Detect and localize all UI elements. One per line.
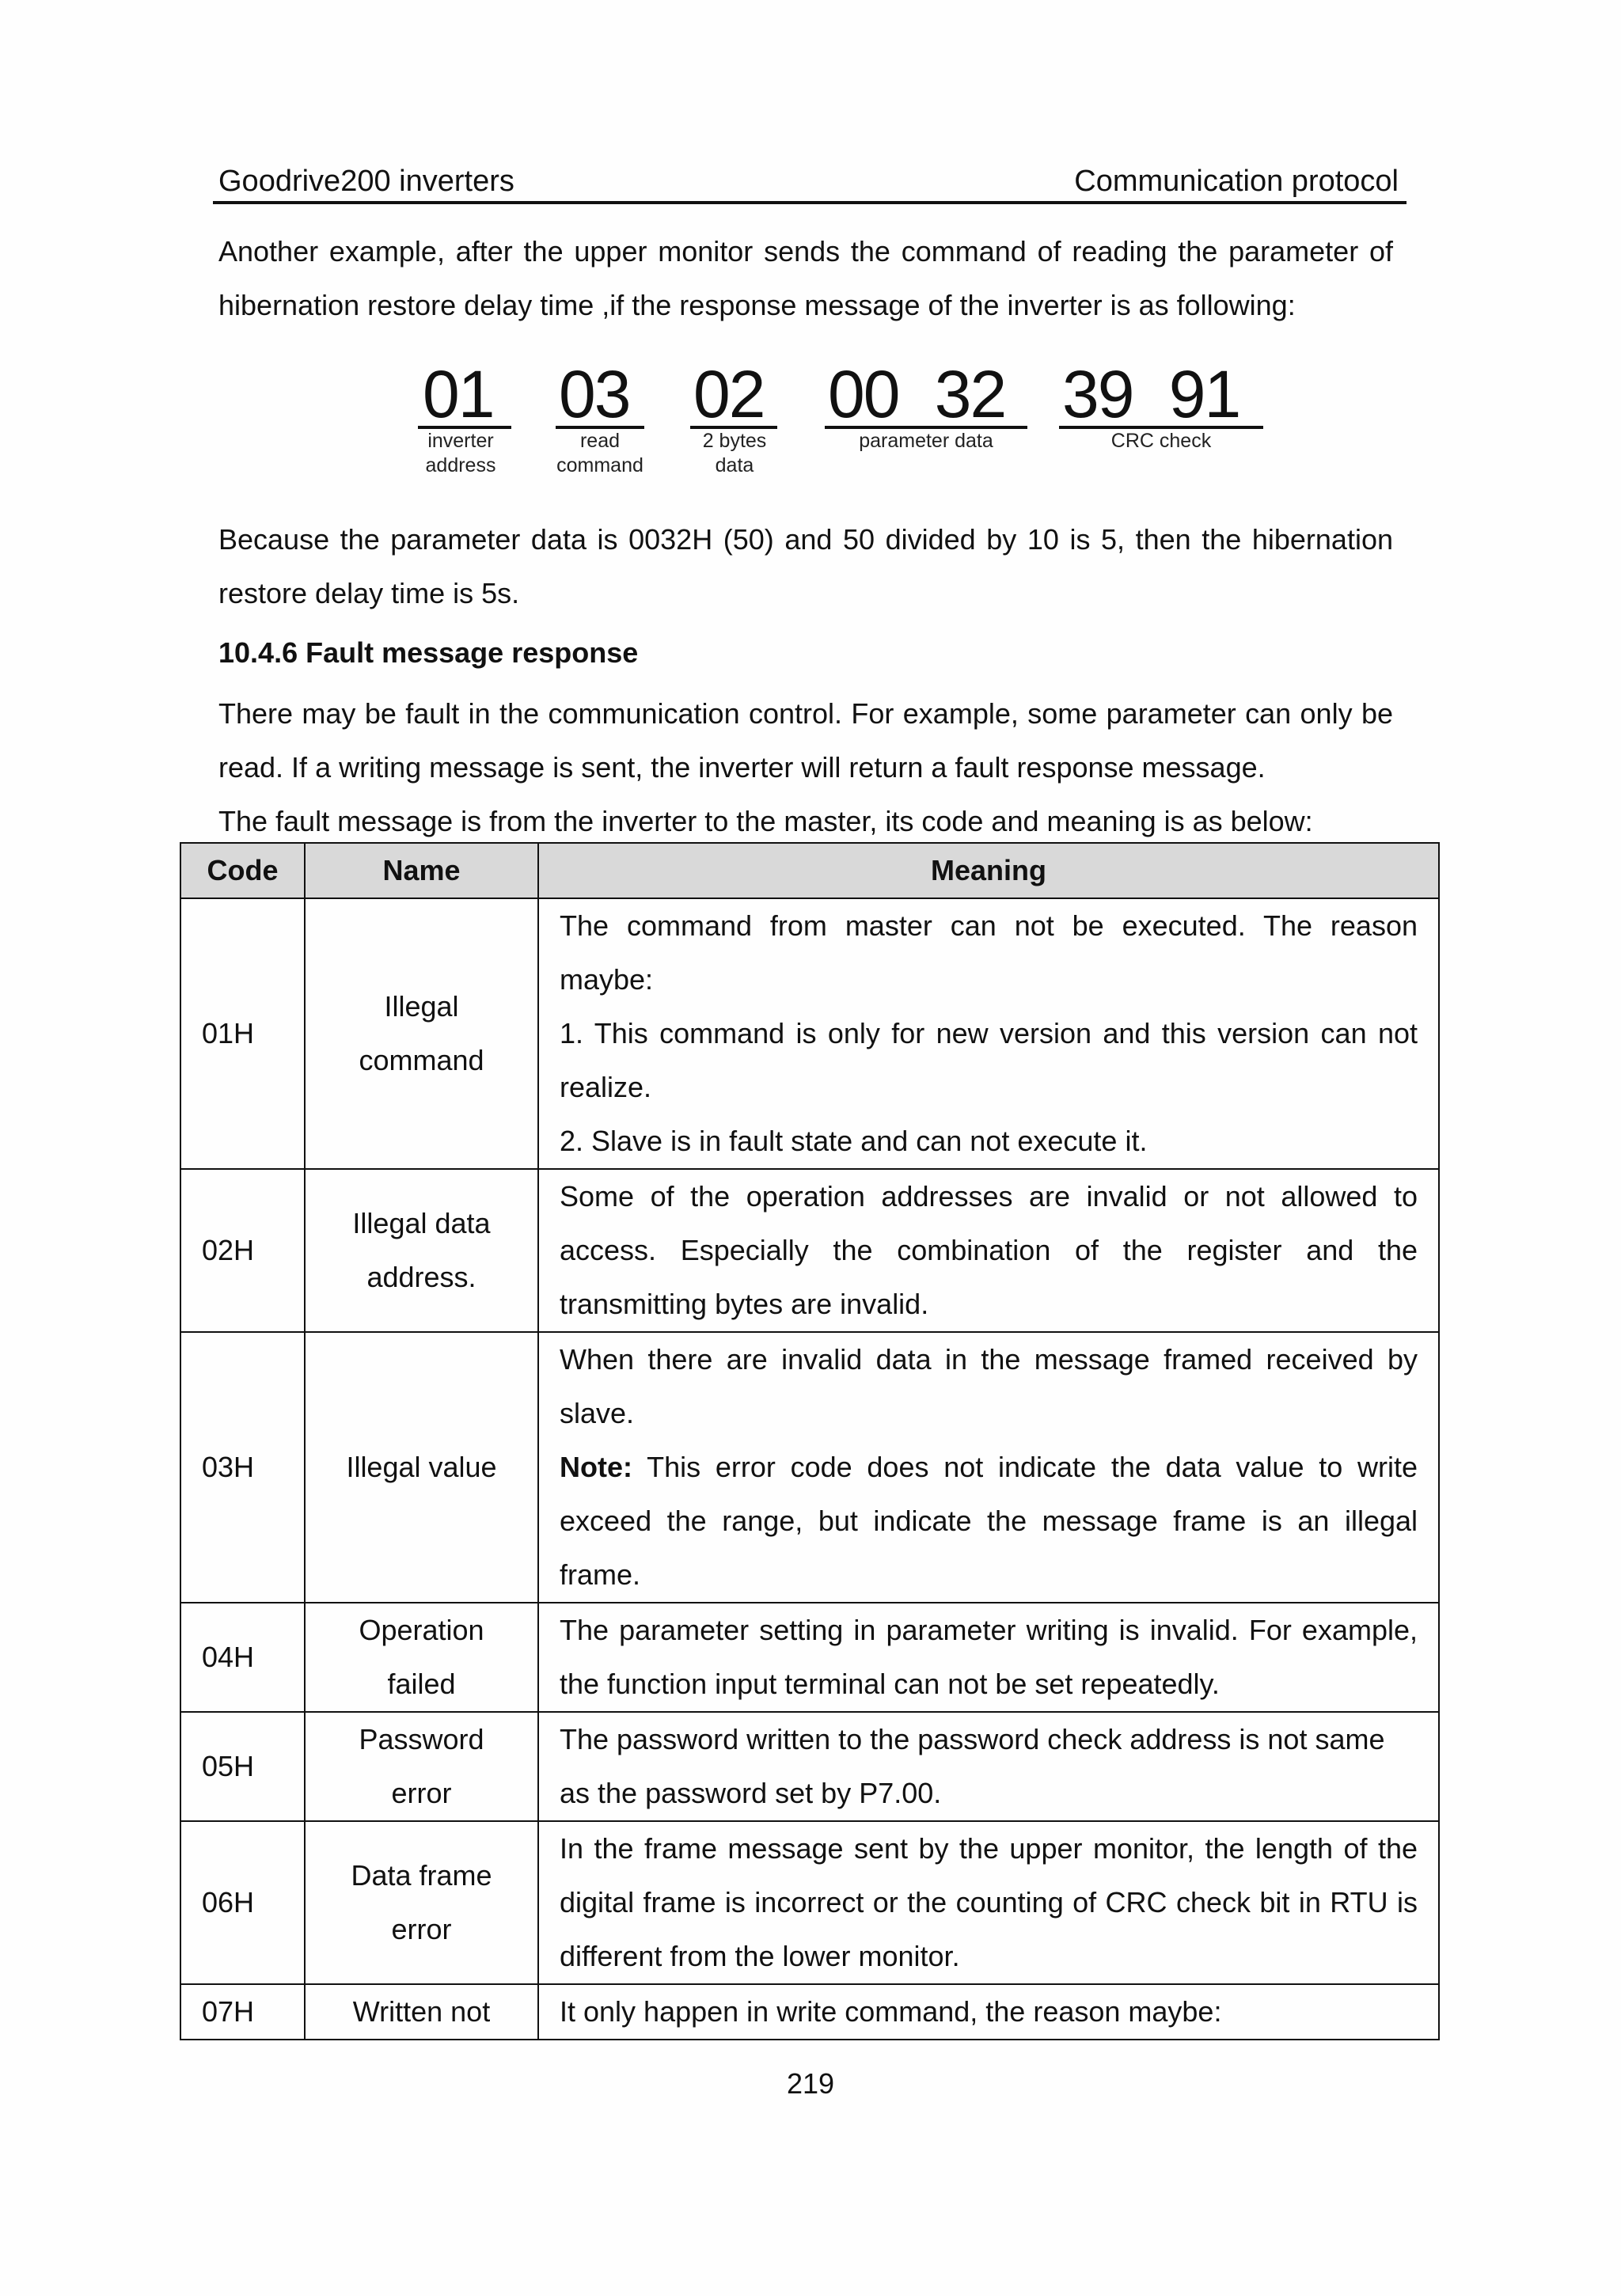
header-name: Name: [305, 843, 538, 898]
response-frame-diagram: [0, 355, 1621, 481]
frame-crc-value: 39 91: [1062, 357, 1240, 431]
running-header-title: Goodrive200 inverters: [218, 165, 514, 198]
fault-code-table: [180, 842, 1440, 2040]
section-para-1-line-1: There may be fault in the communication control. For example, some parameter can only be: [218, 697, 1393, 730]
table-row: [180, 1821, 1439, 1984]
row-meaning: The password written to the password check address is not same as the password set by P7.00.: [538, 1712, 1439, 1821]
row-code: 07H: [180, 1984, 305, 2040]
section-heading: 10.4.6 Fault message response: [218, 636, 639, 669]
note-label: Note:: [560, 1451, 632, 1483]
frame-bytes-value: 02: [693, 357, 765, 431]
header-rule: [213, 201, 1407, 204]
row-name: Operation failed: [305, 1603, 538, 1712]
page-number: 219: [786, 2067, 835, 2100]
row-meaning: It only happen in write command, the reason maybe:: [538, 1984, 1439, 2040]
frame-address-value: 01: [423, 357, 494, 431]
row-name: Illegal command: [305, 898, 538, 1169]
table-row: [180, 1169, 1439, 1332]
table-row: [180, 898, 1439, 1169]
header-code: Code: [180, 843, 305, 898]
frame-parameter-caption: parameter data: [859, 430, 993, 452]
row-code: 01H: [180, 898, 305, 1169]
row-name: Illegal data address.: [305, 1169, 538, 1332]
table-header-row: [180, 843, 1439, 898]
row-name: Illegal value: [305, 1332, 538, 1603]
running-header-chapter: Communication protocol: [1074, 165, 1399, 198]
row-name: Password error: [305, 1712, 538, 1821]
intro-line-2: hibernation restore delay time ,if the response message of the inverter is as following:: [218, 289, 1296, 321]
frame-bytes-caption: 2 bytes data: [702, 430, 767, 476]
row-meaning: In the frame message sent by the upper monitor, the length of the digital frame is incorrect or the counting of CRC check bit in RTU is different from the lower monitor.: [538, 1821, 1439, 1984]
table-row: [180, 1712, 1439, 1821]
explain-line-2: restore delay time is 5s.: [218, 577, 520, 609]
frame-address-caption: inverter address: [425, 430, 496, 476]
row-code: 02H: [180, 1169, 305, 1332]
header-meaning: Meaning: [538, 843, 1439, 898]
row-code: 06H: [180, 1821, 305, 1984]
table-row: [180, 1984, 1439, 2040]
explain-line-1: Because the parameter data is 0032H (50) and 50 divided by 10 is 5, then the hibernation: [218, 523, 1393, 556]
row-meaning: The command from master can not be executed. The reason maybe: 1. This command is only for new version and this version can not realize. 2. Slave is in fault state and can not execute it.: [538, 898, 1439, 1169]
row-code: 03H: [180, 1332, 305, 1603]
row-code: 04H: [180, 1603, 305, 1712]
intro-line-1: Another example, after the upper monitor sends the command of reading the parameter of: [218, 235, 1393, 268]
row-meaning: When there are invalid data in the message framed received by slave. Note: This error code does not indicate the data value to write exceed the range, but indicate the message frame is an illegal frame.: [538, 1332, 1439, 1603]
row-name: Written not: [305, 1984, 538, 2040]
table-row: [180, 1332, 1439, 1603]
row-meaning: Some of the operation addresses are invalid or not allowed to access. Especially the combination of the register and the transmitting bytes are invalid.: [538, 1169, 1439, 1332]
frame-parameter-value: 00 32: [828, 357, 1006, 431]
row-code: 05H: [180, 1712, 305, 1821]
frame-command-caption: read command: [556, 430, 643, 476]
frame-command-value: 03: [559, 357, 630, 431]
row-name: Data frame error: [305, 1821, 538, 1984]
frame-crc-caption: CRC check: [1110, 430, 1212, 452]
section-para-1-line-2: read. If a writing message is sent, the inverter will return a fault response message.: [218, 751, 1266, 784]
section-para-2: The fault message is from the inverter to the master, its code and meaning is as below:: [218, 805, 1313, 837]
row-meaning: The parameter setting in parameter writing is invalid. For example, the function input terminal can not be set repeatedly.: [538, 1603, 1439, 1712]
table-row: [180, 1603, 1439, 1712]
